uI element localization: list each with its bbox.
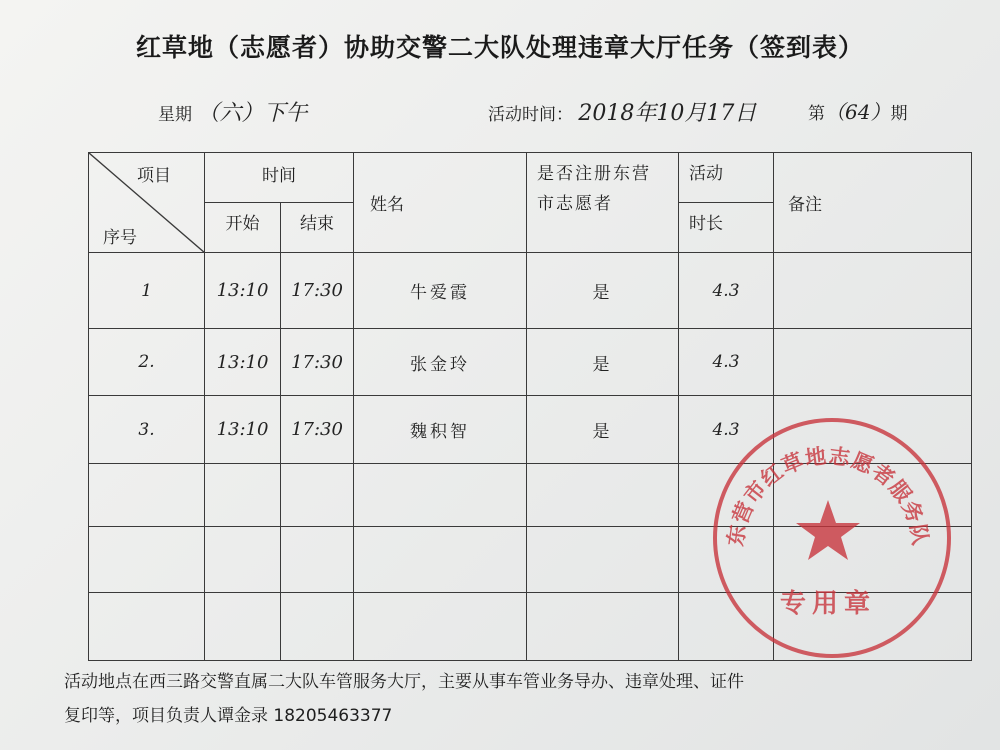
header-name: 姓名	[354, 153, 527, 253]
row-remark	[774, 253, 972, 329]
date-value: 2018年10月17日	[578, 101, 757, 126]
header-item-label: 项目	[137, 166, 171, 186]
row-name: 魏积智	[354, 396, 527, 464]
row-duration: 4.3	[679, 253, 774, 329]
issue-field	[808, 96, 907, 125]
row-start	[205, 593, 281, 661]
row-name	[354, 527, 527, 593]
row-registered: 是	[527, 396, 679, 464]
seal-graphic	[717, 422, 939, 646]
issue-number: （64）	[825, 100, 891, 124]
row-start	[205, 464, 281, 527]
star-icon	[796, 500, 860, 560]
weekday-label: 星期	[158, 105, 192, 125]
date-field	[488, 96, 756, 127]
weekday-value: （六）下午	[197, 101, 308, 126]
row-end: 17:30	[281, 253, 354, 329]
header-duration-bottom: 时长	[679, 203, 774, 253]
table-row	[89, 253, 972, 329]
row-name: 张金玲	[354, 329, 527, 396]
row-end: 17:30	[281, 329, 354, 396]
footer-line-1: 活动地点在西三路交警直属二大队车管服务大厅，主要从事车管业务导办、违章处理、证件	[64, 672, 744, 692]
row-seq: 3.	[89, 396, 205, 464]
row-seq	[89, 593, 205, 661]
date-label: 活动时间：	[488, 105, 573, 125]
weekday-field	[158, 96, 307, 127]
row-end: 17:30	[281, 396, 354, 464]
row-duration: 4.3	[679, 329, 774, 396]
row-start: 13:10	[205, 396, 281, 464]
row-registered: 是	[527, 329, 679, 396]
row-name	[354, 593, 527, 661]
row-seq	[89, 464, 205, 527]
row-registered	[527, 527, 679, 593]
row-name: 牛爱霞	[354, 253, 527, 329]
row-start: 13:10	[205, 329, 281, 396]
row-end	[281, 464, 354, 527]
row-registered	[527, 464, 679, 527]
row-start	[205, 527, 281, 593]
header-time: 时间	[205, 153, 354, 203]
header-end: 结束	[281, 203, 354, 253]
row-registered: 是	[527, 253, 679, 329]
issue-suffix: 期	[890, 104, 908, 124]
header-seq-label: 序号	[103, 228, 137, 248]
row-name	[354, 464, 527, 527]
header-remark: 备注	[774, 153, 972, 253]
header-item-seq	[89, 153, 205, 253]
footer-line-2: 复印等，项目负责人谭金录 18205463377	[64, 706, 393, 726]
row-registered	[527, 593, 679, 661]
row-end	[281, 527, 354, 593]
header-start: 开始	[205, 203, 281, 253]
footer-notes	[64, 665, 974, 733]
row-duration: 4.3	[679, 396, 774, 464]
row-seq: 1	[89, 253, 205, 329]
row-start: 13:10	[205, 253, 281, 329]
header-duration-top: 活动	[679, 153, 774, 203]
row-seq: 2.	[89, 329, 205, 396]
row-end	[281, 593, 354, 661]
official-seal	[713, 418, 951, 658]
document-title: 红草地（志愿者）协助交警二大队处理违章大厅任务（签到表）	[135, 33, 864, 62]
table-row	[89, 329, 972, 396]
seal-bottom-text: 专用章	[779, 589, 877, 619]
row-seq	[89, 527, 205, 593]
row-remark	[774, 329, 972, 396]
seal-ring-text: 东营市红草地志愿者服务队	[722, 442, 934, 548]
issue-prefix: 第	[808, 104, 825, 124]
header-registered: 是否注册东营市志愿者	[527, 153, 679, 253]
